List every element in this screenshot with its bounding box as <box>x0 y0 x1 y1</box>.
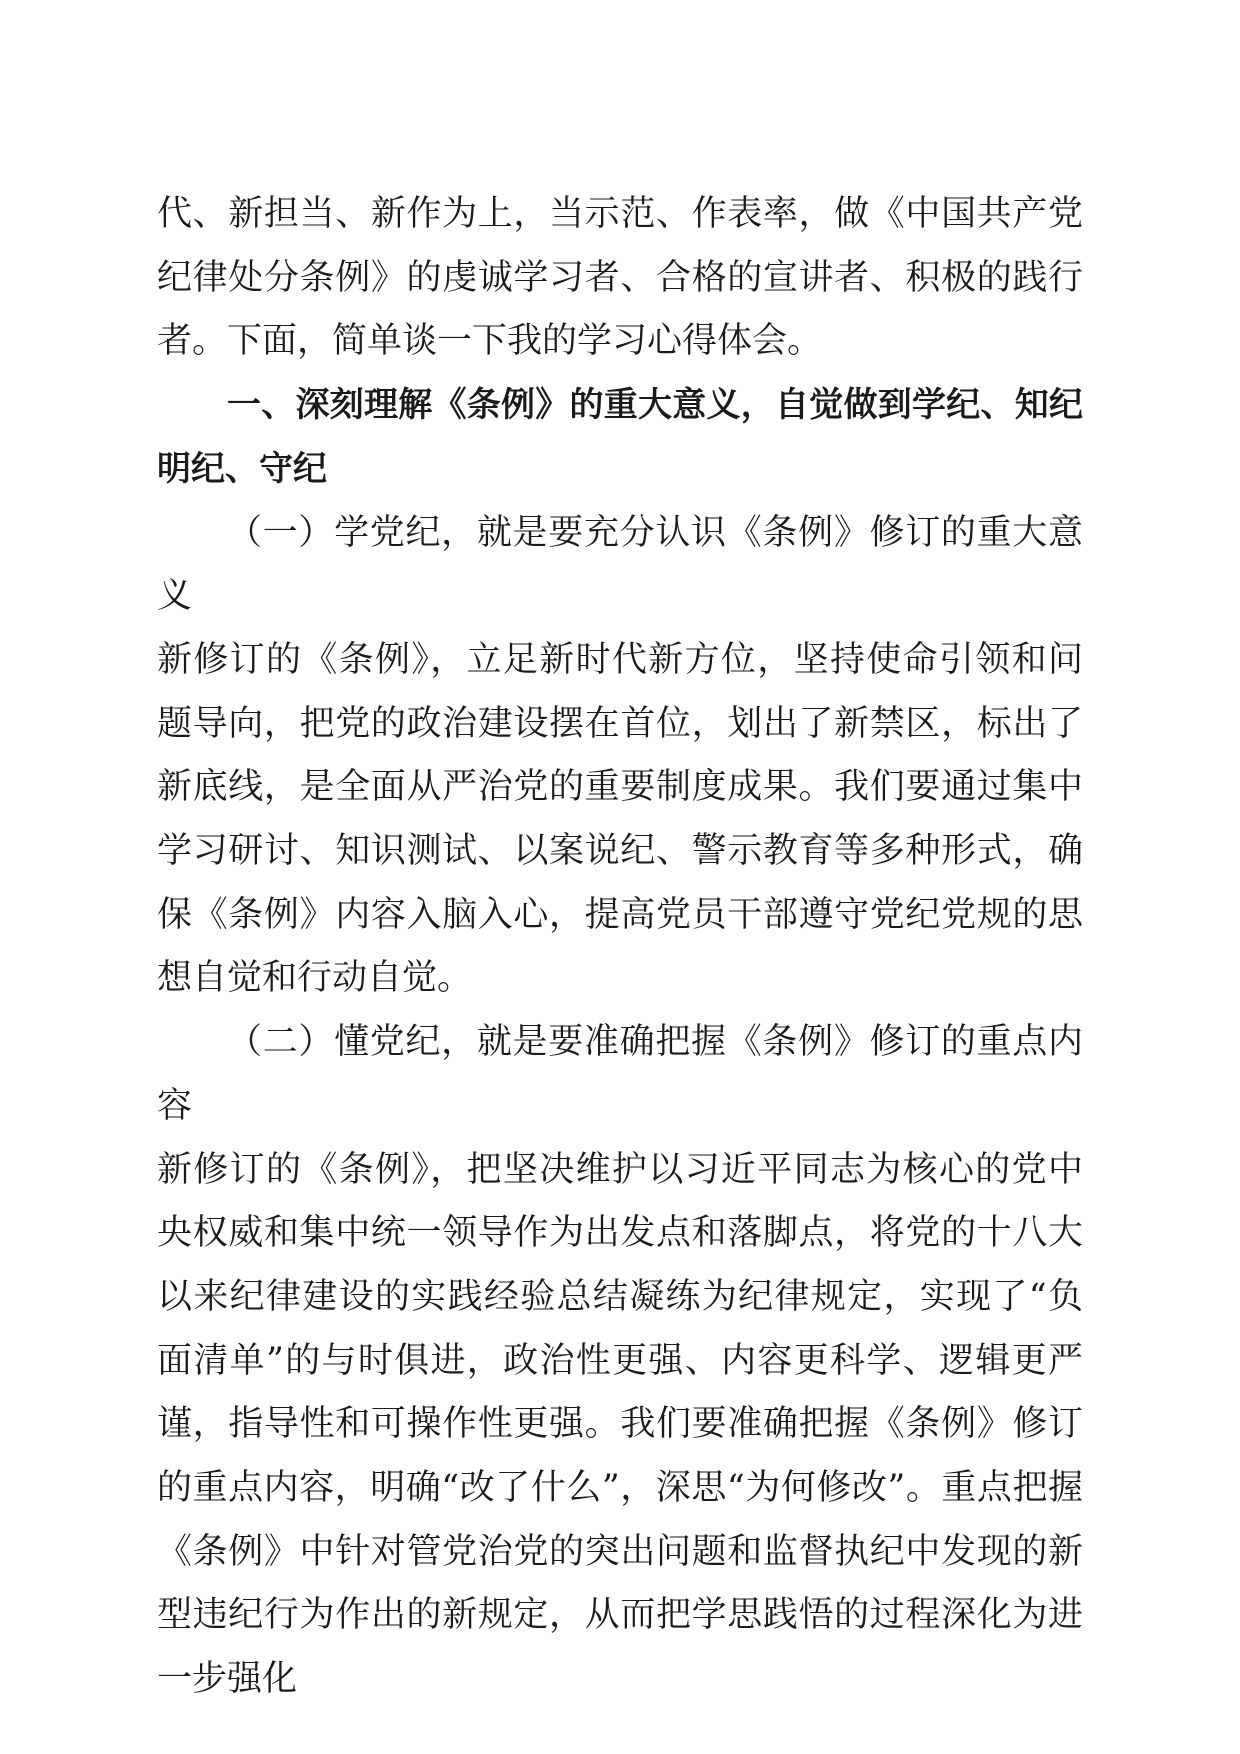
document-body <box>157 183 1083 1712</box>
subsection-1-heading: （一）学党纪，就是要充分认识《条例》修订的重大意义 <box>157 512 1083 617</box>
subsection-2 <box>157 1011 1083 1712</box>
intro-paragraph: 代、新担当、新作为上，当示范、作表率，做《中国共产党纪律处分条例》的虔诚学习者、合格的宣讲者、积极的践行者。下面，简单谈一下我的学习心得体会。 <box>157 194 1083 362</box>
subsection-1-body: 新修订的《条例》，立足新时代新方位，坚持使命引领和问题导向，把党的政治建设摆在首位，划出了新禁区，标出了新底线，是全面从严治党的重要制度成果。我们要通过集中学习研讨、知识测试、以案说纪、警示教育等多种形式，确保《条例》内容入脑入心，提高党员干部遵守党纪党规的思想自觉和行动自觉。 <box>157 639 1083 999</box>
subsection-1 <box>157 502 1083 1012</box>
subsection-2-body: 新修订的《条例》，把坚决维护以习近平同志为核心的党中央权威和集中统一领导作为出发点和落脚点，将党的十八大以来纪律建设的实践经验总结凝练为纪律规定，实现了“负面清单”的与时俱进，政治性更强、内容更科学、逻辑更严谨，指导性和可操作性更强。我们要准确把握《条例》修订的重点内容，明确“改了什么”，深思“为何修改”。重点把握《条例》中针对管党治党的突出问题和监督执纪中发现的新型违纪行为作出的新规定，从而把学思践悟的过程深化为进一步强化 <box>157 1149 1083 1700</box>
section-heading-1: 一、深刻理解《条例》的重大意义，自觉做到学纪、知纪明纪、守纪 <box>157 385 1083 489</box>
subsection-2-heading: （二）懂党纪，就是要准确把握《条例》修订的重点内容 <box>157 1022 1083 1126</box>
